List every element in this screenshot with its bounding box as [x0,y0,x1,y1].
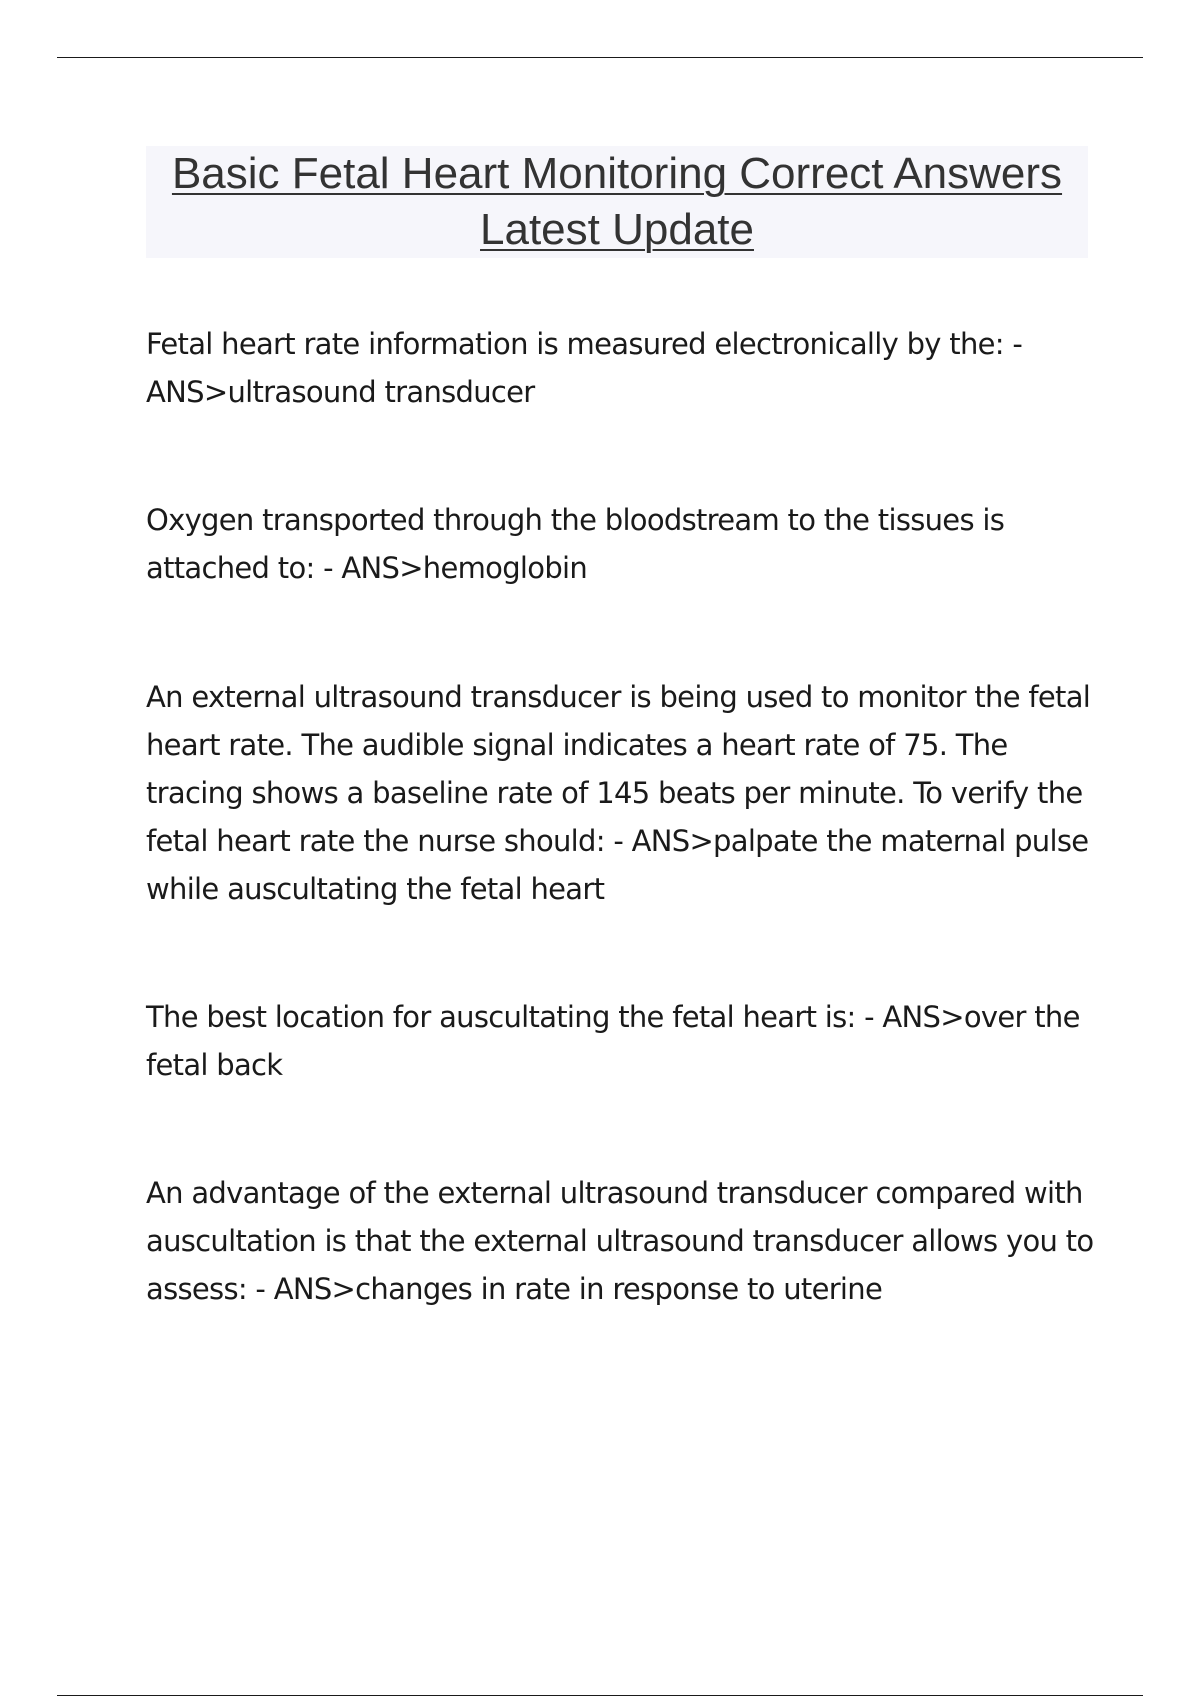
qa-item: An external ultrasound transducer is being used to monitor the fetal heart rate. The audible signal indicates a heart rate of 75. The tracing shows a baseline rate of 145 beats per minute. To verify the fetal heart rate the nurse should: - ANS>palpate the maternal pulse while auscultating the fetal heart [146,680,1091,906]
qa-item: Oxygen transported through the bloodstream to the tissues is attached to: - ANS>hemoglobin [146,503,1005,585]
title-banner [146,146,1088,258]
page-title: Basic Fetal Heart Monitoring Correct Answers Latest Update [171,149,1063,254]
qa-item: Fetal heart rate information is measured electronically by the: - ANS>ultrasound transducer [146,327,1023,409]
qa-item: An advantage of the external ultrasound transducer compared with auscultation is that the external ultrasound transducer allows you to assess: - ANS>changes in rate in response to uterine [146,1176,1094,1306]
qa-item: The best location for auscultating the fetal heart is: - ANS>over the fetal back [146,1000,1080,1082]
top-divider [57,57,1143,58]
bottom-divider [57,1695,1143,1696]
